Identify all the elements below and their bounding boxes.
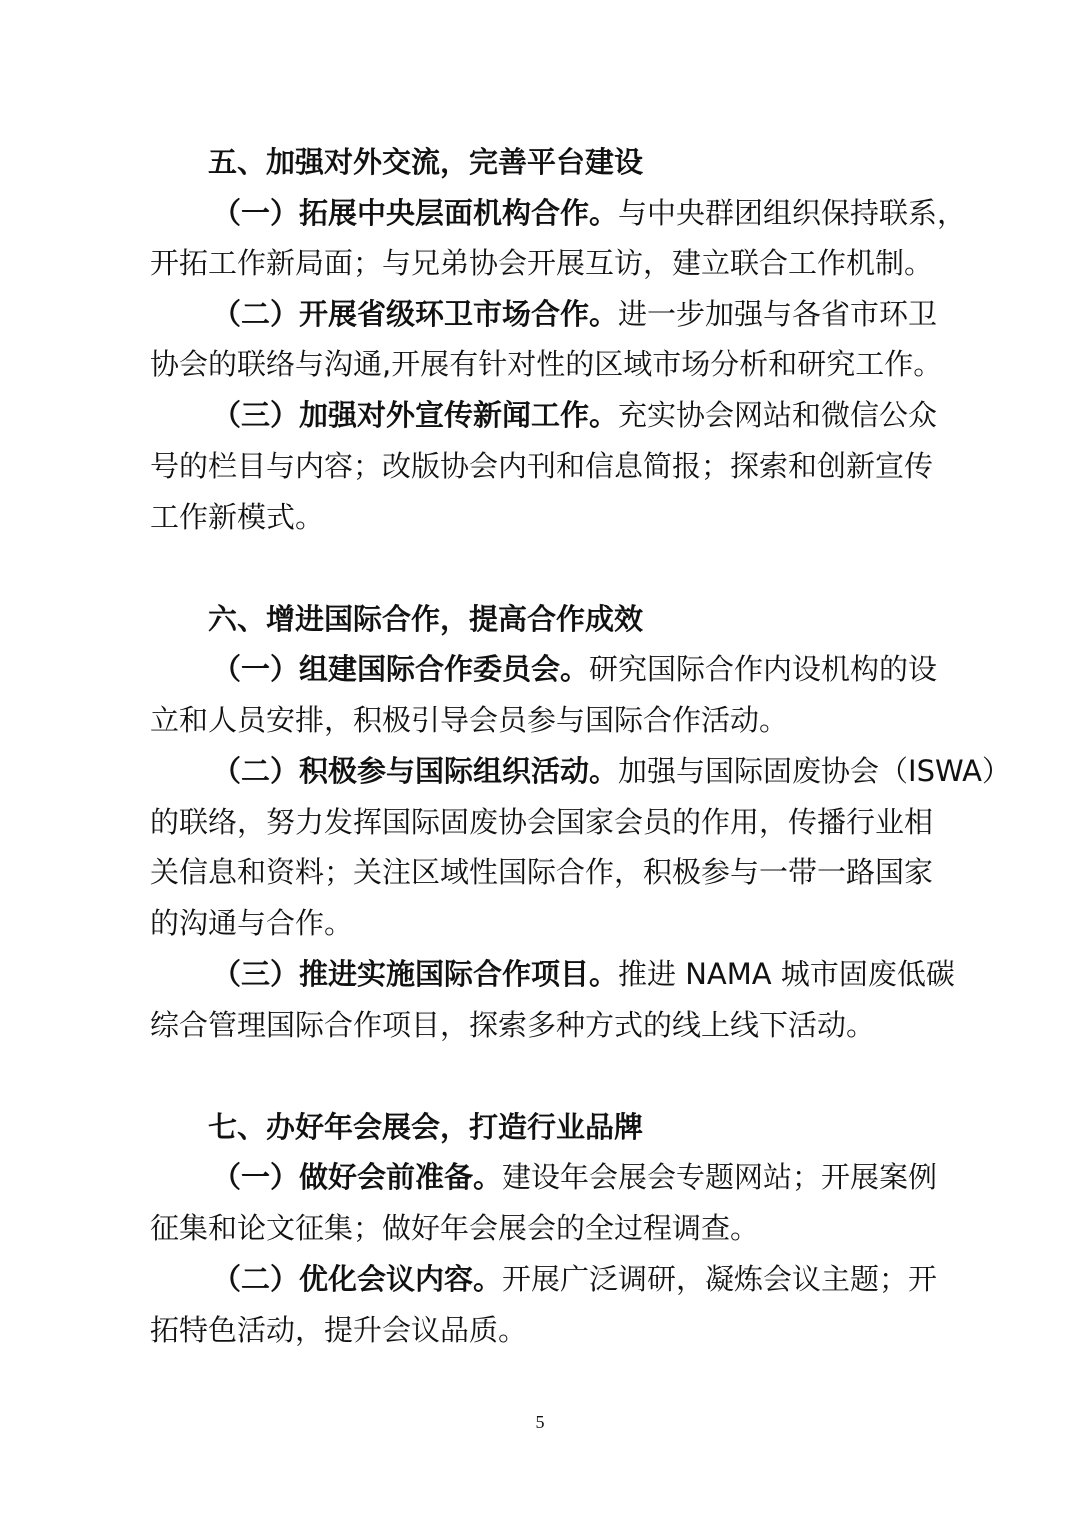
paragraph-line <box>212 954 955 994</box>
paragraph-line: 拓特色活动，提升会议品质。 <box>150 1313 528 1347</box>
paragraph-line <box>212 193 966 233</box>
section-heading: 五、加强对外交流，完善平台建设 <box>208 145 644 179</box>
paragraph-line: 征集和论文征集；做好年会展会的全过程调查。 <box>150 1211 760 1245</box>
paragraph-line: 的沟通与合作。 <box>150 906 354 940</box>
paragraph-line: 开拓工作新局面；与兄弟协会开展互访，建立联合工作机制。 <box>150 246 934 280</box>
paragraph-line <box>212 649 937 689</box>
item-text: 进一步加强与各省市环卫 <box>618 297 938 331</box>
paragraph-line: 协会的联络与沟通,开展有针对性的区域市场分析和研究工作。 <box>150 347 943 381</box>
item-text: 与中央群团组织保持联系， <box>618 196 967 230</box>
paragraph-line <box>212 1259 937 1299</box>
paragraph-line: 立和人员安排，积极引导会员参与国际合作活动。 <box>150 703 789 737</box>
paragraph-line <box>212 1157 937 1197</box>
item-lead: （一）拓展中央层面机构合作。 <box>212 196 619 230</box>
paragraph-line: 关信息和资料；关注区域性国际合作，积极参与一带一路国家 <box>150 855 934 889</box>
item-lead: （二）优化会议内容。 <box>212 1262 503 1296</box>
paragraph-line: 的联络，努力发挥国际固废协会国家会员的作用，传播行业相 <box>150 805 934 839</box>
paragraph-line <box>212 395 937 435</box>
item-text: 充实协会网站和微信公众 <box>618 398 938 432</box>
item-lead: （二）积极参与国际组织活动。 <box>212 754 619 788</box>
section-heading: 六、增进国际合作，提高合作成效 <box>208 602 644 636</box>
paragraph-line: 工作新模式。 <box>150 500 325 534</box>
item-lead: （三）推进实施国际合作项目。 <box>212 957 619 991</box>
paragraph-line: 号的栏目与内容；改版协会内刊和信息简报；探索和创新宣传 <box>150 449 934 483</box>
page-number: 5 <box>535 1412 545 1432</box>
item-text: 建设年会展会专题网站；开展案例 <box>502 1160 938 1194</box>
item-text: 推进 NAMA 城市固废低碳 <box>618 957 955 991</box>
item-lead: （二）开展省级环卫市场合作。 <box>212 297 619 331</box>
item-lead: （三）加强对外宣传新闻工作。 <box>212 398 619 432</box>
item-text: 开展广泛调研，凝炼会议主题；开 <box>502 1262 938 1296</box>
item-text: 加强与国际固废协会（ISWA） <box>618 754 1011 788</box>
item-text: 研究国际合作内设机构的设 <box>589 652 938 686</box>
item-lead: （一）做好会前准备。 <box>212 1160 503 1194</box>
item-lead: （一）组建国际合作委员会。 <box>212 652 590 686</box>
paragraph-line <box>212 751 1011 791</box>
paragraph-line: 综合管理国际合作项目，探索多种方式的线上线下活动。 <box>150 1008 876 1042</box>
section-heading: 七、办好年会展会，打造行业品牌 <box>208 1110 644 1144</box>
paragraph-line <box>212 294 937 334</box>
